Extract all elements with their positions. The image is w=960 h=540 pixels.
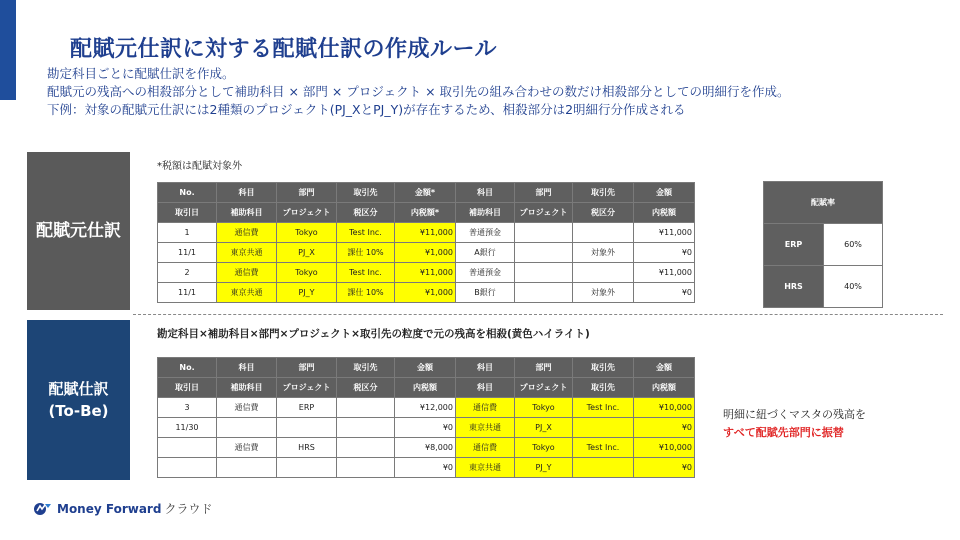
header-cell: 取引先 (337, 358, 395, 378)
brand-logo (33, 500, 212, 517)
table-cell: ¥0 (395, 458, 456, 478)
table-cell: A銀行 (456, 243, 515, 263)
allocation-journal-label (27, 320, 130, 480)
header-cell: 取引日 (158, 203, 217, 223)
table-cell: Test Inc. (337, 263, 395, 283)
table-cell: ¥0 (634, 283, 695, 303)
table-cell (337, 458, 395, 478)
header-cell: 内税額 (634, 203, 695, 223)
table-cell: ¥0 (634, 458, 695, 478)
table-cell: ¥11,000 (395, 223, 456, 243)
section-divider (133, 314, 943, 315)
rate-row (764, 224, 883, 266)
table-cell (515, 243, 573, 263)
table-cell: Tokyo (277, 263, 337, 283)
table-row (158, 398, 695, 418)
header-cell: 補助科目 (217, 203, 277, 223)
rate-row (764, 266, 883, 308)
table-cell: Tokyo (277, 223, 337, 243)
table-header-row (158, 203, 695, 223)
table-cell: 11/1 (158, 283, 217, 303)
table-cell: ¥8,000 (395, 438, 456, 458)
table-cell (337, 438, 395, 458)
table-cell: 通信費 (456, 438, 515, 458)
header-cell: プロジェクト (277, 203, 337, 223)
header-cell: 取引日 (158, 378, 217, 398)
allocation-rate-table (763, 181, 883, 308)
table-cell: ¥11,000 (634, 263, 695, 283)
table-cell: 通信費 (217, 263, 277, 283)
header-cell: 取引先 (573, 183, 634, 203)
table-cell: 対象外 (573, 283, 634, 303)
table-cell: Test Inc. (337, 223, 395, 243)
header-cell: 金額 (634, 358, 695, 378)
table-cell: ¥11,000 (395, 263, 456, 283)
allocation-journal-table (157, 357, 695, 478)
transfer-note (723, 406, 866, 442)
rate-header: 配賦率 (764, 182, 883, 224)
table-cell (337, 398, 395, 418)
description (47, 65, 790, 119)
table-header-row (158, 378, 695, 398)
table-row (158, 243, 695, 263)
source-journal-table (157, 182, 695, 303)
page-title: 配賦元仕訳に対する配賦仕訳の作成ルール (70, 37, 498, 62)
header-cell: 内税額 (395, 378, 456, 398)
header-cell: 科目 (217, 183, 277, 203)
header-cell: 科目 (456, 378, 515, 398)
table-cell: B銀行 (456, 283, 515, 303)
transfer-note-line: 明細に紐づくマスタの残高を (723, 408, 866, 421)
header-cell: 取引先 (573, 358, 634, 378)
table-cell (158, 438, 217, 458)
header-cell: 部門 (515, 183, 573, 203)
table-row (158, 263, 695, 283)
table-header-row (158, 358, 695, 378)
header-cell: プロジェクト (277, 378, 337, 398)
table-cell: 通信費 (217, 223, 277, 243)
table-cell: 課仕 10% (337, 243, 395, 263)
table-cell: 2 (158, 263, 217, 283)
table-cell (515, 283, 573, 303)
table-cell: 東京共通 (456, 458, 515, 478)
table-cell (277, 458, 337, 478)
header-cell: 金額 (634, 183, 695, 203)
table-cell (158, 458, 217, 478)
header-cell: 科目 (456, 183, 515, 203)
table-cell: ¥0 (634, 243, 695, 263)
header-cell: 金額* (395, 183, 456, 203)
table-cell: ¥1,000 (395, 243, 456, 263)
rate-department: ERP (764, 224, 824, 266)
header-cell: 部門 (277, 183, 337, 203)
table-cell: 普通預金 (456, 263, 515, 283)
table-cell: ¥0 (395, 418, 456, 438)
table-cell: 通信費 (217, 398, 277, 418)
table-cell: ¥0 (634, 418, 695, 438)
table-cell: 11/30 (158, 418, 217, 438)
header-cell: 内税額 (634, 378, 695, 398)
table-cell (217, 458, 277, 478)
accent-bar (0, 0, 16, 100)
table-cell (573, 263, 634, 283)
table-cell (277, 418, 337, 438)
header-cell: 取引先 (573, 378, 634, 398)
description-line: 下例：対象の配賦元仕訳には2種類のプロジェクト(PJ_XとPJ_Y)が存在するため、相殺部分は2明細行分作成される (47, 102, 686, 117)
header-cell: 部門 (277, 358, 337, 378)
header-cell: プロジェクト (515, 378, 573, 398)
header-cell: 科目 (217, 358, 277, 378)
description-line: 配賦元の残高への相殺部分として補助科目 × 部門 × プロジェクト × 取引先の組み合わせの数だけ相殺部分としての明細行を作成。 (47, 84, 790, 99)
table-cell: Tokyo (515, 438, 573, 458)
brand-sub: クラウド (164, 502, 213, 516)
table-cell: 普通預金 (456, 223, 515, 243)
header-cell: 取引先 (337, 183, 395, 203)
table-cell: 東京共通 (456, 418, 515, 438)
header-cell: 金額 (395, 358, 456, 378)
table-cell: HRS (277, 438, 337, 458)
header-cell: 内税額* (395, 203, 456, 223)
table-cell: PJ_X (515, 418, 573, 438)
tax-note: *税額は配賦対象外 (157, 161, 242, 172)
table-cell: 対象外 (573, 243, 634, 263)
description-line: 勘定科目ごとに配賦仕訳を作成。 (47, 66, 235, 81)
table-cell: PJ_Y (277, 283, 337, 303)
table-cell: ¥12,000 (395, 398, 456, 418)
header-cell: 税区分 (337, 203, 395, 223)
header-cell: 税区分 (337, 378, 395, 398)
table-cell (573, 418, 634, 438)
header-cell: 科目 (456, 358, 515, 378)
table-row (158, 283, 695, 303)
rate-department: HRS (764, 266, 824, 308)
table-cell: ¥10,000 (634, 398, 695, 418)
header-cell: プロジェクト (515, 203, 573, 223)
rate-value: 40% (824, 266, 883, 308)
allocation-label-sub: (To-Be) (48, 402, 109, 420)
header-cell: 税区分 (573, 203, 634, 223)
header-cell: No. (158, 183, 217, 203)
header-cell: 部門 (515, 358, 573, 378)
table-cell: 東京共通 (217, 243, 277, 263)
source-journal-label: 配賦元仕訳 (27, 152, 130, 310)
table-row (158, 223, 695, 243)
table-cell: 3 (158, 398, 217, 418)
offset-note: 勘定科目×補助科目×部門×プロジェクト×取引先の粒度で元の残高を相殺(黄色ハイライト) (157, 328, 590, 340)
table-cell: ERP (277, 398, 337, 418)
table-cell: Test Inc. (573, 398, 634, 418)
table-cell: Tokyo (515, 398, 573, 418)
table-cell: 通信費 (217, 438, 277, 458)
header-cell: 補助科目 (456, 203, 515, 223)
table-cell: 11/1 (158, 243, 217, 263)
table-row (158, 438, 695, 458)
table-cell: 課仕 10% (337, 283, 395, 303)
header-cell: 補助科目 (217, 378, 277, 398)
table-cell (573, 458, 634, 478)
table-cell: PJ_X (277, 243, 337, 263)
table-cell (217, 418, 277, 438)
table-cell: 通信費 (456, 398, 515, 418)
rate-header-row (764, 182, 883, 224)
table-cell: 1 (158, 223, 217, 243)
table-cell (515, 223, 573, 243)
table-cell: 東京共通 (217, 283, 277, 303)
brand-name: Money Forward (57, 501, 162, 516)
table-cell: ¥11,000 (634, 223, 695, 243)
allocation-label-main: 配賦仕訳 (48, 380, 109, 398)
table-cell: ¥10,000 (634, 438, 695, 458)
table-cell: Test Inc. (573, 438, 634, 458)
transfer-note-emphasis: すべて配賦先部門に振替 (723, 426, 844, 439)
table-cell (573, 223, 634, 243)
table-cell: ¥1,000 (395, 283, 456, 303)
rate-value: 60% (824, 224, 883, 266)
header-cell: No. (158, 358, 217, 378)
table-row (158, 418, 695, 438)
table-header-row (158, 183, 695, 203)
table-cell: PJ_Y (515, 458, 573, 478)
table-row (158, 458, 695, 478)
money-forward-logo-icon (33, 502, 53, 516)
table-cell (515, 263, 573, 283)
table-cell (337, 418, 395, 438)
